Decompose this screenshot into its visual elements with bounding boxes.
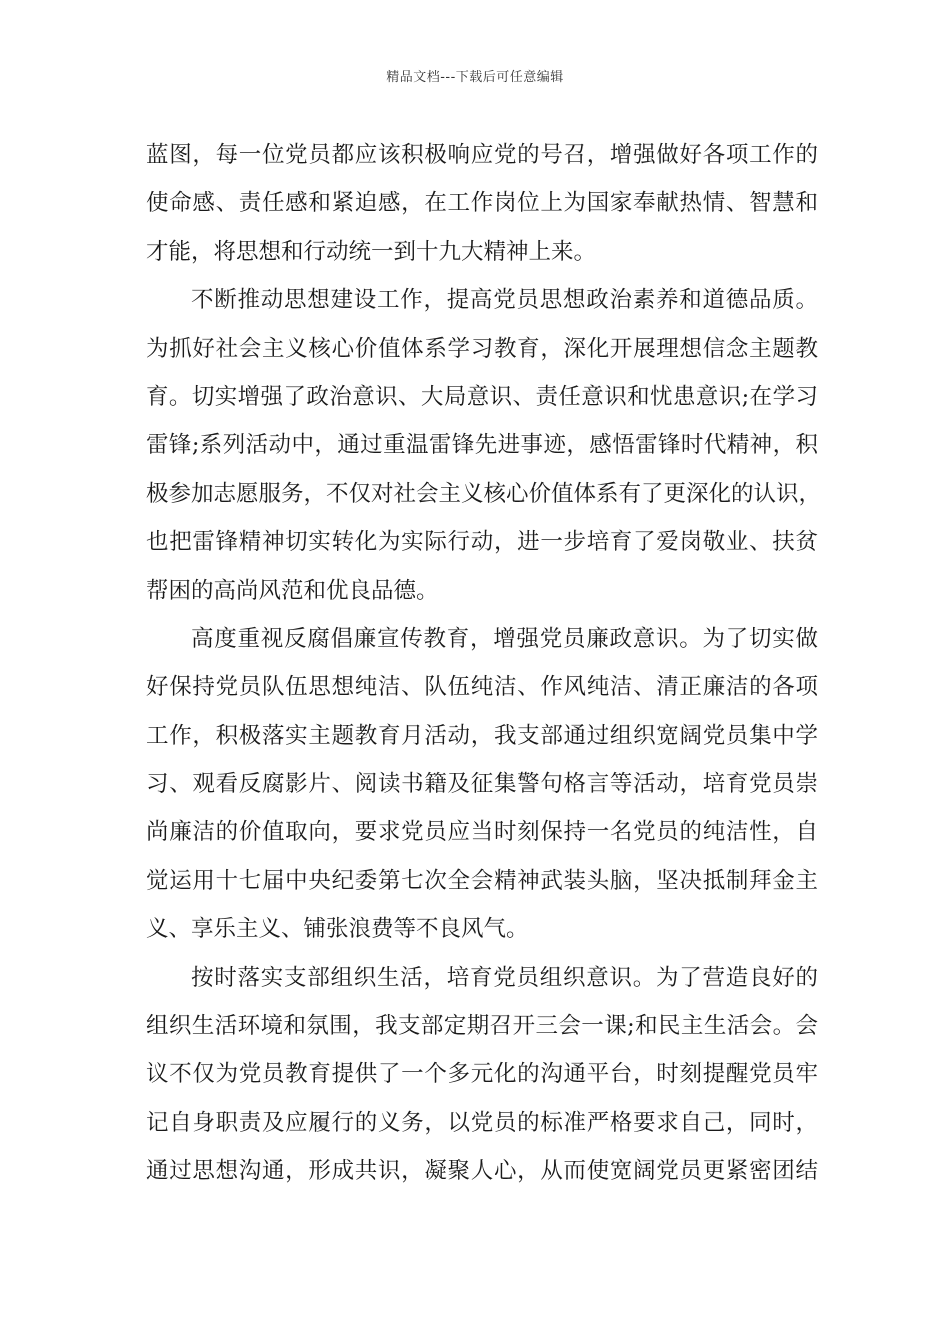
text-line: 育。切实增强了政治意识、大局意识、责任意识和忧患意识;在学习 [146, 383, 818, 410]
text-line: 好保持党员队伍思想纯洁、队伍纯洁、作风纯洁、清正廉洁的各项 [146, 674, 818, 701]
text-line: 不断推动思想建设工作，提高党员思想政治素养和道德品质。 [191, 287, 818, 314]
text-line: 按时落实支部组织生活，培育党员组织意识。为了营造良好的 [191, 964, 818, 991]
paragraph [146, 615, 818, 954]
text-line: 记自身职责及应履行的义务，以党员的标准严格要求自己，同时， [146, 1109, 818, 1136]
text-line: 习、观看反腐影片、阅读书籍及征集警句格言等活动，培育党员崇 [146, 771, 818, 798]
text-line: 通过思想沟通，形成共识，凝聚人心，从而使宽阔党员更紧密团结 [146, 1158, 818, 1185]
text-line: 使命感、责任感和紧迫感，在工作岗位上为国家奉献热情、智慧和 [146, 190, 818, 217]
paragraph [146, 131, 818, 276]
text-line: 才能，将思想和行动统一到十九大精神上来。 [146, 238, 597, 265]
page-header: 精品文档---下载后可任意编辑 [386, 70, 564, 85]
text-line: 也把雷锋精神切实转化为实际行动，进一步培育了爱岗敬业、扶贫 [146, 529, 818, 556]
text-line: 尚廉洁的价值取向，要求党员应当时刻保持一名党员的纯洁性，自 [146, 819, 818, 846]
paragraph [146, 954, 818, 1196]
text-line: 帮困的高尚风范和优良品德。 [146, 577, 439, 604]
text-line: 义、享乐主义、铺张浪费等不良风气。 [146, 916, 529, 943]
paragraph [146, 276, 822, 615]
text-line: 觉运用十七届中央纪委第七次全会精神武装头脑，坚决抵制拜金主 [146, 867, 818, 894]
text-line: 组织生活环境和氛围，我支部定期召开三会一课;和民主生活会。会 [146, 1013, 818, 1040]
text-line: 议不仅为党员教育提供了一个多元化的沟通平台，时刻提醒党员牢 [146, 1061, 818, 1088]
text-line: 雷锋;系列活动中，通过重温雷锋先进事迹，感悟雷锋时代精神，积 [146, 432, 818, 459]
document-body [146, 131, 822, 1196]
text-line: 工作，积极落实主题教育月活动，我支部通过组织宽阔党员集中学 [146, 722, 818, 749]
text-line: 高度重视反腐倡廉宣传教育，增强党员廉政意识。为了切实做 [191, 625, 818, 652]
text-line: 蓝图，每一位党员都应该积极响应党的号召，增强做好各项工作的 [146, 142, 818, 168]
text-line: 为抓好社会主义核心价值体系学习教育，深化开展理想信念主题教 [146, 335, 818, 362]
text-line: 极参加志愿服务，不仅对社会主义核心价值体系有了更深化的认识， [146, 480, 822, 507]
